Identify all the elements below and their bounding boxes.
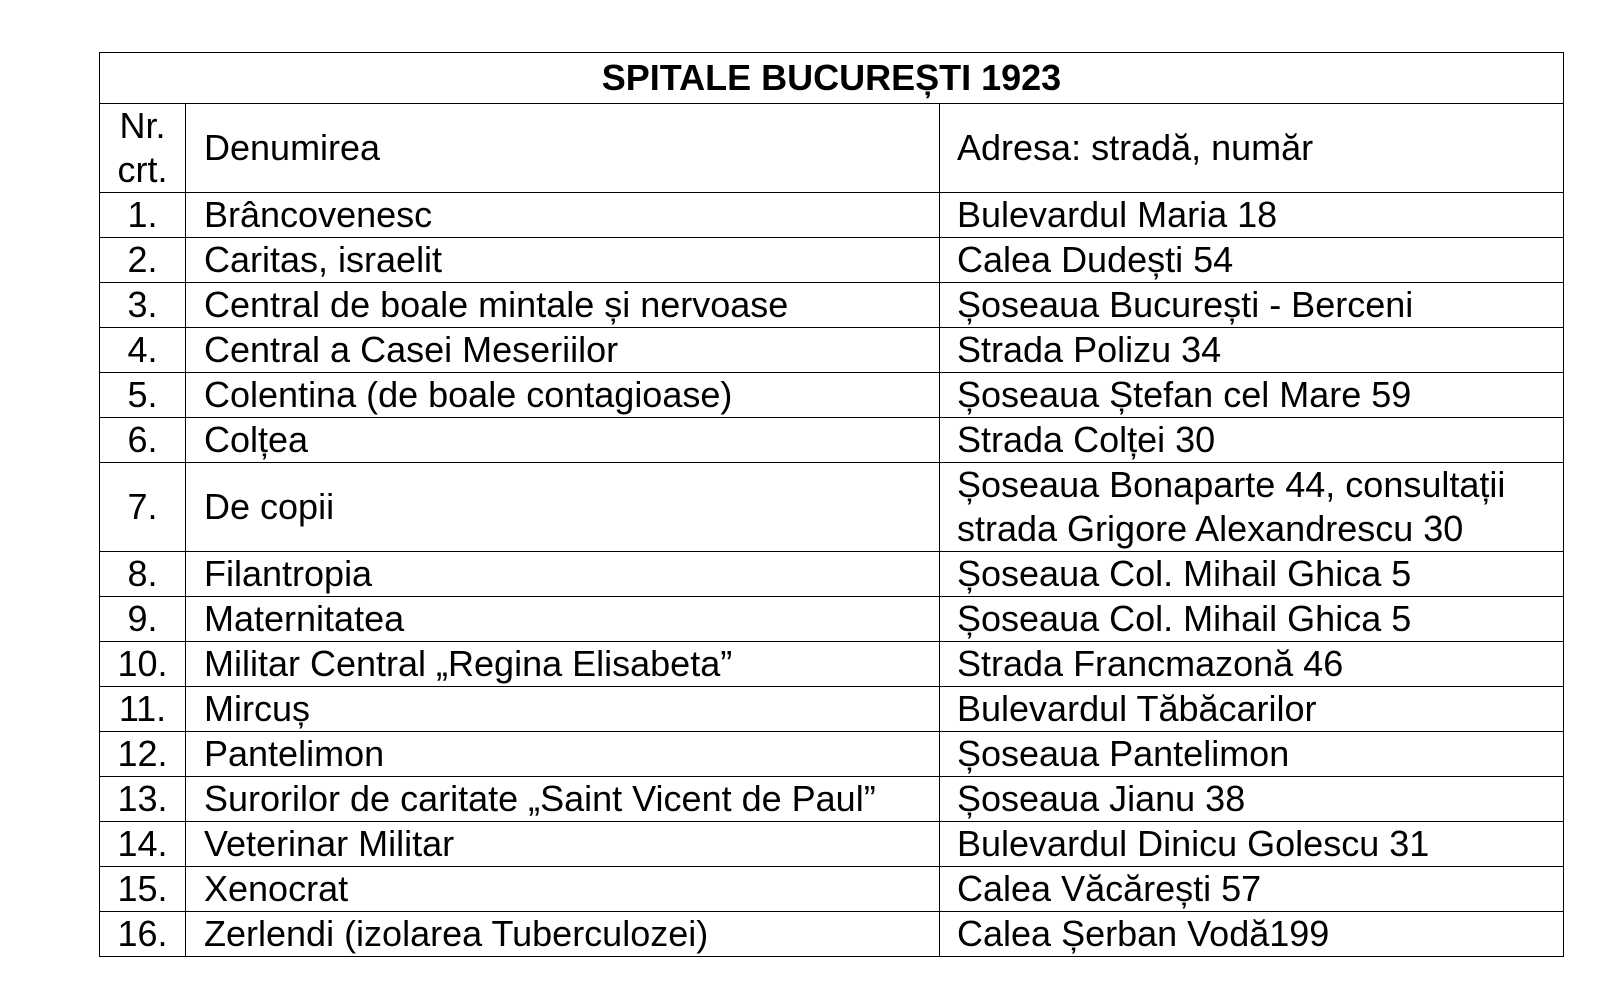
hospital-address: Șoseaua Jianu 38 (940, 777, 1564, 822)
hospital-name: Xenocrat (186, 867, 940, 912)
hospital-address: Calea Șerban Vodă199 (940, 912, 1564, 957)
row-number: 10. (100, 642, 186, 687)
row-number: 16. (100, 912, 186, 957)
table-row (100, 597, 1564, 642)
table-row (100, 912, 1564, 957)
table-row (100, 552, 1564, 597)
hospital-name: Mircuș (186, 687, 940, 732)
table-title: SPITALE BUCUREȘTI 1923 (100, 53, 1564, 104)
header-nr-line2: crt. (117, 149, 168, 190)
hospital-address: Șoseaua Pantelimon (940, 732, 1564, 777)
hospitals-table (99, 52, 1564, 957)
hospital-address: Șoseaua București - Berceni (940, 283, 1564, 328)
header-nr (100, 104, 186, 193)
table-row (100, 373, 1564, 418)
hospital-address: Calea Dudești 54 (940, 238, 1564, 283)
table-row (100, 867, 1564, 912)
hospital-address: Bulevardul Maria 18 (940, 193, 1564, 238)
row-number: 11. (100, 687, 186, 732)
hospital-address: Bulevardul Dinicu Golescu 31 (940, 822, 1564, 867)
table-row (100, 328, 1564, 373)
table-row (100, 777, 1564, 822)
hospital-name: Pantelimon (186, 732, 940, 777)
header-nr-line1: Nr. (119, 105, 166, 146)
hospital-name: Zerlendi (izolarea Tuberculozei) (186, 912, 940, 957)
hospital-name: Colentina (de boale contagioase) (186, 373, 940, 418)
hospital-address: Bulevardul Tăbăcarilor (940, 687, 1564, 732)
table-row (100, 193, 1564, 238)
hospital-address: Șoseaua Col. Mihail Ghica 5 (940, 552, 1564, 597)
table-row (100, 418, 1564, 463)
row-number: 2. (100, 238, 186, 283)
header-row (100, 104, 1564, 193)
row-number: 5. (100, 373, 186, 418)
hospital-name: Colțea (186, 418, 940, 463)
row-number: 6. (100, 418, 186, 463)
header-name: Denumirea (186, 104, 940, 193)
row-number: 4. (100, 328, 186, 373)
hospital-address (940, 463, 1564, 552)
hospital-name: Brâncovenesc (186, 193, 940, 238)
hospital-address: Strada Polizu 34 (940, 328, 1564, 373)
hospital-name: Central de boale mintale și nervoase (186, 283, 940, 328)
hospital-address: Strada Colței 30 (940, 418, 1564, 463)
row-number: 14. (100, 822, 186, 867)
address-line-1: Șoseaua Bonaparte 44, consultații (957, 464, 1506, 505)
hospital-name: Militar Central „Regina Elisabeta” (186, 642, 940, 687)
hospital-name: Central a Casei Meseriilor (186, 328, 940, 373)
row-number: 1. (100, 193, 186, 238)
hospital-name: Veterinar Militar (186, 822, 940, 867)
hospital-address: Calea Văcărești 57 (940, 867, 1564, 912)
row-number: 3. (100, 283, 186, 328)
title-row (100, 53, 1564, 104)
hospital-address: Strada Francmazonă 46 (940, 642, 1564, 687)
row-number: 9. (100, 597, 186, 642)
row-number: 13. (100, 777, 186, 822)
row-number: 8. (100, 552, 186, 597)
table-row (100, 283, 1564, 328)
row-number: 7. (100, 463, 186, 552)
header-address: Adresa: stradă, număr (940, 104, 1564, 193)
row-number: 12. (100, 732, 186, 777)
row-number: 15. (100, 867, 186, 912)
table-row (100, 642, 1564, 687)
hospital-name: Filantropia (186, 552, 940, 597)
hospital-name: De copii (186, 463, 940, 552)
table-row (100, 732, 1564, 777)
hospital-name: Caritas, israelit (186, 238, 940, 283)
table-row (100, 822, 1564, 867)
hospital-address: Șoseaua Col. Mihail Ghica 5 (940, 597, 1564, 642)
address-line-2: strada Grigore Alexandrescu 30 (957, 508, 1464, 549)
hospital-address: Șoseaua Ștefan cel Mare 59 (940, 373, 1564, 418)
table-row (100, 687, 1564, 732)
table-row (100, 463, 1564, 552)
table-row (100, 238, 1564, 283)
hospital-name: Maternitatea (186, 597, 940, 642)
hospital-name: Surorilor de caritate „Saint Vicent de Paul” (186, 777, 940, 822)
